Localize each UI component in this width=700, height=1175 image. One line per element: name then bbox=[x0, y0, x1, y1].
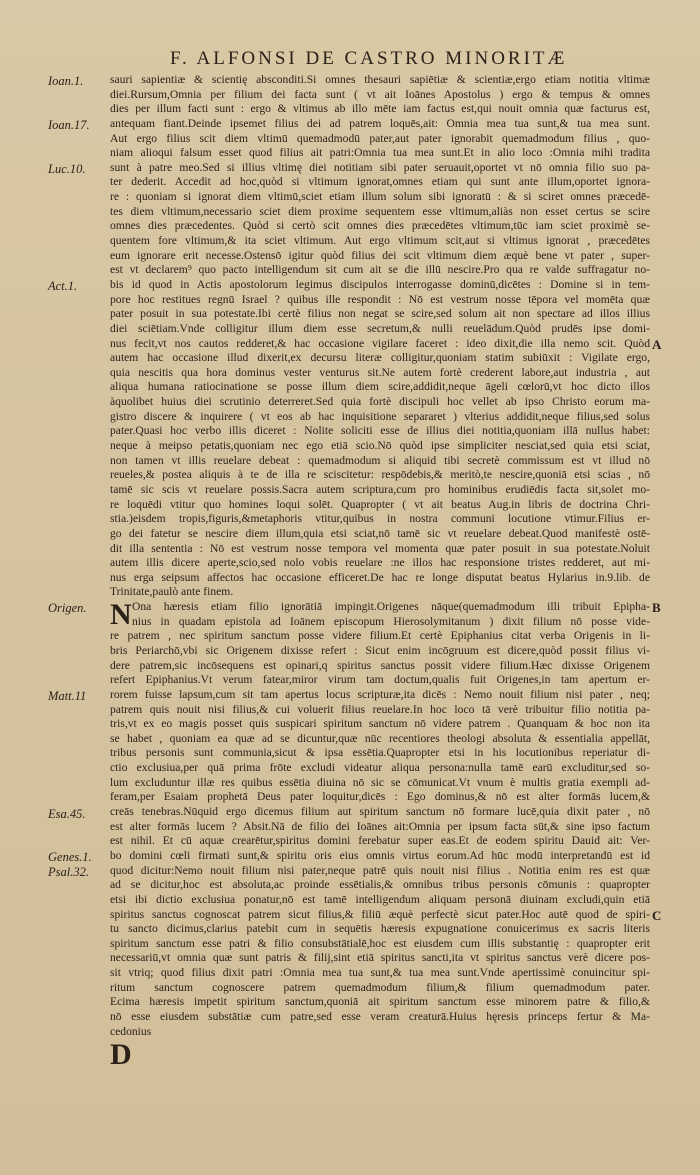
text-line: est nihil. Et cū aquæ crearētur,spiritus domini ferebatur super eas.Et de eodem spiritu Dauid ait: Ver- bbox=[110, 834, 650, 848]
text-line: quod dicitur:Nemo nouit filium nisi pater,neque patrē quis nouit nisi filius . Notitia enim res est quæ bbox=[110, 863, 650, 877]
drop-cap: D bbox=[110, 1037, 132, 1071]
text-line: neque à meipso petatis,quoniam nec ego etiā scio.Nō quòd ipse simpliciter nesciat,sed quia etsi sciat, bbox=[110, 439, 650, 453]
text-line: reueles,& postea aliquis à te de illa re sciscitetur: respōdebis,& meritò,te nescire,quoniā etsi scias , nō bbox=[110, 468, 650, 482]
text-line: spiritum sanctum esse patri & filio consubstātialē,hoc est eiusdem cum illis substantię : quapropter erit bbox=[110, 936, 650, 950]
margin-note: Luc.10. bbox=[48, 161, 86, 176]
margin-note: Esa.45. bbox=[48, 806, 86, 821]
margin-note: Psal.32. bbox=[48, 865, 89, 880]
text-line: dit illa sententia : Nō est vestrum nosse tempora vel momenta quæ pater posuit in sua potestate.Noluit bbox=[110, 541, 650, 555]
text-line: tamē sic scis vt reuelare possis.Sacra autem scriptura,cum pro hominibus erudiēdis facta sit,solet mo- bbox=[110, 482, 650, 496]
text-line: refert Epiphanius.Vt verum fatear,miror virum tam doctum,qualis fuit Origenes,in tam apertum er- bbox=[110, 673, 650, 687]
text-line: go dei fatetur se nescire diem illum,quia etsi sciat,nō tamē sic vt reuelare debeat.Quod manifestè ostē- bbox=[110, 526, 650, 540]
text-line: ctio exclusiua,per quā prima frōte excludi videatur aliqua persona:nulla tamē earū excluditur,sed so- bbox=[110, 761, 650, 775]
text-line: nius in quadam epistola ad Ioānem episcopum Hierosolymitanum ) dixit filium nō posse vide- bbox=[132, 614, 650, 628]
margin-note: Ioan.1. bbox=[48, 74, 84, 88]
text-line: tris,vt ex eo magis posset quis suspicari spiritum sanctum nō videre patrem . Quanquam & hoc non ita bbox=[110, 717, 650, 731]
text-line: patrem quis nouit nisi filius,& cui voluerit filius reuelare.In hoc loco tā verè tribuitur filio notitia pa- bbox=[110, 702, 650, 716]
margin-note: Matt.11 bbox=[48, 689, 87, 704]
text-line: sunt à patre meo.Sed si illius vltimę diei notitiam sibi pater seruauit,oportet vt nō omnia filio suo pa- bbox=[110, 160, 650, 174]
text-line: pater posuit in sua potestate.Ibi certè filius non negat se scire,sed solum ait non spectare ad illos illius bbox=[110, 307, 650, 321]
margin-note: Act.1. bbox=[48, 279, 78, 294]
text-line: necessariū,vt omnia quæ sunt patris & filij,sint etiā spiritus sancti,ita vt spiritus sanctus verè dicere pos- bbox=[110, 951, 650, 965]
text-line: est alter formās lucem ? Absit.Nā de filio dei Ioānes ait:Omnia per ipsum facta sūt,& sine ipso factum bbox=[110, 819, 650, 833]
text-line: nus fecit,vt nos cautos redderet,& hac occasione vigilare faceret : ideo dixit,die illa nemo scit. Quòd bbox=[110, 336, 650, 350]
text-line: stia.)eisdem tropis,figuris,&metaphoris vtitur,quibus in nostra communi locutione vtimur.Filius er- bbox=[110, 512, 650, 526]
text-line: quentem fore vltimum,& ita sciet vltimum. Aut ergo vltimum scit,aut si vltimus ignorat , præcedētes bbox=[110, 234, 650, 248]
text-line: sit vtriq; quod filius dixit patri :Omnia mea tua sunt,& tua mea sunt.Vnde apertissimè conuincitur spi- bbox=[110, 966, 650, 980]
text-line: non tamen vt illis reuelare debeat : quemadmodum si aliquid tibi secretè commissum est vt illud nō bbox=[110, 453, 650, 467]
text-line: àquolibet huius diei scrutinio deterreret.Sed quia fortè discipuli hoc vellet ab ipso Christo eorum ma- bbox=[110, 395, 650, 409]
text-line: Aut ergo filius scit diem vltimū quemadmodū pater,aut pater ignorabit quemadmodum filius , quo- bbox=[110, 131, 650, 145]
text-line: Trinitate,paulò ante finem. bbox=[110, 585, 234, 599]
running-header: F. ALFONSI DE CASTRO MINORITÆ bbox=[170, 48, 568, 69]
text-line: autem illis dicere aperte,scio,sed nolo vobis reuelare :ne illos hac responsione tristes redderet, aut mi- bbox=[110, 556, 650, 570]
text-line: tribus personis sunt communia,sicut & ipsa essētia.Quapropter etsi in his locutionibus reperiatur di- bbox=[110, 746, 650, 760]
text-line: eum ignorare erit necesse.Ostensō igitur quòd filius dei scit vltimum diem æquè bene vt pater , super- bbox=[110, 248, 650, 262]
drop-cap: N bbox=[110, 598, 132, 632]
text-line: dere patrem,sic incōsequens est opinari,q spiritus sanctus possit videre filium.Hæc dixisse Origenem bbox=[110, 658, 650, 672]
text-line: cedonius bbox=[110, 1024, 152, 1038]
text-line: sauri sapientiæ & scientię absconditi.Si omnes thesauri sapiētiæ & scientiæ,ergo etiam notitia vltimæ bbox=[110, 73, 650, 86]
section-letter: C bbox=[652, 908, 662, 924]
text-line: ter dederit. Accedit ad hoc,quòd si vltimum ignorat,omnes etiam qui sunt ante illum,oportet ignora- bbox=[110, 175, 650, 189]
text-line: niam alioqui falsum esset quod filius ait patri:Omnia tua mea sunt.Et in alio loco :Omnia mihi tradita bbox=[110, 146, 650, 160]
text-line: Ona hæresis etiam filio ignorātiā impingit.Origenes nāque(quemadmodum illi tribuit Epipha- bbox=[132, 600, 650, 614]
text-line: re loquēdi vtitur quo homines loqui solēt. Quapropter ( vt ait beatus Aug.in libris de doctrina Chri- bbox=[110, 497, 650, 511]
body-text bbox=[110, 73, 650, 1039]
text-line: est vt declarem⁹ quo pacto intelligendum sit cum ait se die illū nescire.Pro qua re valde suffragatur no- bbox=[110, 263, 650, 277]
text-line: diei.Rursum,Omnia per filium dei facta sunt ( vt ait Ioānes Apostolus ) ergo & tempus & omnes bbox=[110, 87, 650, 101]
text-line: nus erga seipsum affectos hac occasione efficeret.De hac re longe disputat beatus Hylarius in.9.lib. de bbox=[110, 570, 650, 584]
text-line: nō esse eiusdem substātiæ cum patre,sed esse veram creaturā.Huius hęresis princeps fertur & Ma- bbox=[110, 1010, 650, 1023]
text-line: creās tenebras.Nūquid ergo dicemus filium aut spiritum sanctum nō formare lucē,quia dixit pater , nō bbox=[110, 805, 650, 819]
text-line: re : quoniam si ignorat diem vltimū,sciet etiam illum solum sibi ignoratū : & si sciret omnes præcedē- bbox=[110, 190, 650, 204]
text-line: feram,per Esaiam prophetā Deus pater loquitur,dicēs : Ego dominus,& nō est alter formās lucem,& bbox=[110, 790, 650, 804]
text-line: tes diem vltimum,necessario sciet diem proxime sequentem esse vltimum,aliàs non esset certus se scire bbox=[110, 204, 650, 218]
margin-note: Origen. bbox=[48, 601, 87, 616]
text-line: spiritus sanctus cognoscat patrem sicut filius,& filiū æquè perfectè sicut pater.Hoc autē quod de spiri- bbox=[110, 907, 650, 921]
text-line: ritum sanctum cognoscere patrem quemadmodum filium,& filium quemadmodum pater. bbox=[110, 980, 650, 994]
text-line: pore hoc restitues regnū Israel ? quibus ille respondit : Nō est vestrum nosse tēpora vel momēta quæ bbox=[110, 292, 650, 306]
text-line: re patrem , nec spiritum sanctum posse videre filium.Et certè Epiphanius citat verba Origenis in li- bbox=[110, 629, 650, 643]
text-line: bris Periarchō,vbi sic Origenem dixisse refert : Sicut enim incōgruum est dicere,quòd possit filius vi- bbox=[110, 643, 650, 657]
text-line: etsi ibi dictio exclusiua ponatur,nō est tamē intelligendum aliquam personā diuinam excludi,quin etiā bbox=[110, 892, 650, 906]
text-line: ad se dicitur,hoc est absoluta,ac proinde essētialis,& omnibus tribus personis cōmunis : quapropter bbox=[110, 878, 650, 892]
text-line: autem hac occasione illud dixerit,ex decursu literæ colligitur,quoniam statim subiūxit : Vigilate ergo, bbox=[110, 351, 650, 365]
text-line: antequam fiant.Deinde ipsemet filius dei ad patrem loquēs,ait: Omnia mea tua sunt,& tua mea sunt. bbox=[110, 116, 650, 130]
section-letter: A bbox=[652, 336, 662, 352]
text-line: gistro discere & inquirere ( vt eos ab hac inquisitione separaret ) vlterius addidit,neque filius,sed solus bbox=[110, 409, 650, 423]
margin-note: Genes.1. bbox=[48, 850, 92, 865]
text-line: dies per illum facti sunt : ergo & vltimus ab illo mēte iam factus est,qui nouit omnia quæ facturus est, bbox=[110, 102, 650, 116]
text-line: pater.Quasi hoc verbo illis diceret : Nolite soliciti esse de illius diei notitia,quoniam illā nullus habet: bbox=[110, 424, 650, 438]
text-line: quia nescitis qua hora dominus vester venturus sit.Ne autem fortè crederent labore,aut industria , aut bbox=[110, 365, 650, 379]
text-line: lum excluduntur illæ res quibus essētia diuina nō sic se cōmunicat.Vt vnum è multis gratia exempli ad- bbox=[110, 775, 650, 789]
text-line: tu sancto dicimus,clarius patebit cum in sequētis hæresis expugnatione conuicerimus ex sacris literis bbox=[110, 922, 650, 936]
section-letter: B bbox=[652, 600, 661, 616]
text-line: bis id quod in Actis apostolorum legimus discipulos interrogasse dominū,dicētes : Domine si in tem- bbox=[110, 277, 650, 291]
text-line: Ecima hæresis impetit spiritum sanctum,quoniā ait spiritum sanctum esse minorem patre & filio,& bbox=[110, 995, 650, 1009]
margin-note: Ioan.17. bbox=[48, 117, 90, 132]
text-line: se habet , quoniam ea quæ ad se dicuntur,quæ nūc recentiores theologi absoluta & essentialia appellāt, bbox=[110, 731, 650, 745]
text-line: diei sciētiam.Vnde colligitur illum diem esse secretum,& nulli reuelādum.Quòd prudēs ipse domi- bbox=[110, 321, 650, 335]
text-line: omnes dies præcedentes. Quòd si certò scit omnes dies præcedētes vltimum,tūc iam sciet proximè se- bbox=[110, 219, 650, 233]
text-line: bo domini cœli firmati sunt,& spiritu oris eius omnis virtus eorum.Ad hūc modū interpretandū est id bbox=[110, 848, 650, 862]
text-line: aliqua humana ratiocinatione se posse illum diem scire,addidit,neque āgeli cœlorū,vt hoc dicto illos bbox=[110, 380, 650, 394]
text-line: rorem fuisse lapsum,cum sit tam apertus locus scripturæ,ita dicēs : Nemo nouit filium nisi pater , neq; bbox=[110, 687, 650, 701]
